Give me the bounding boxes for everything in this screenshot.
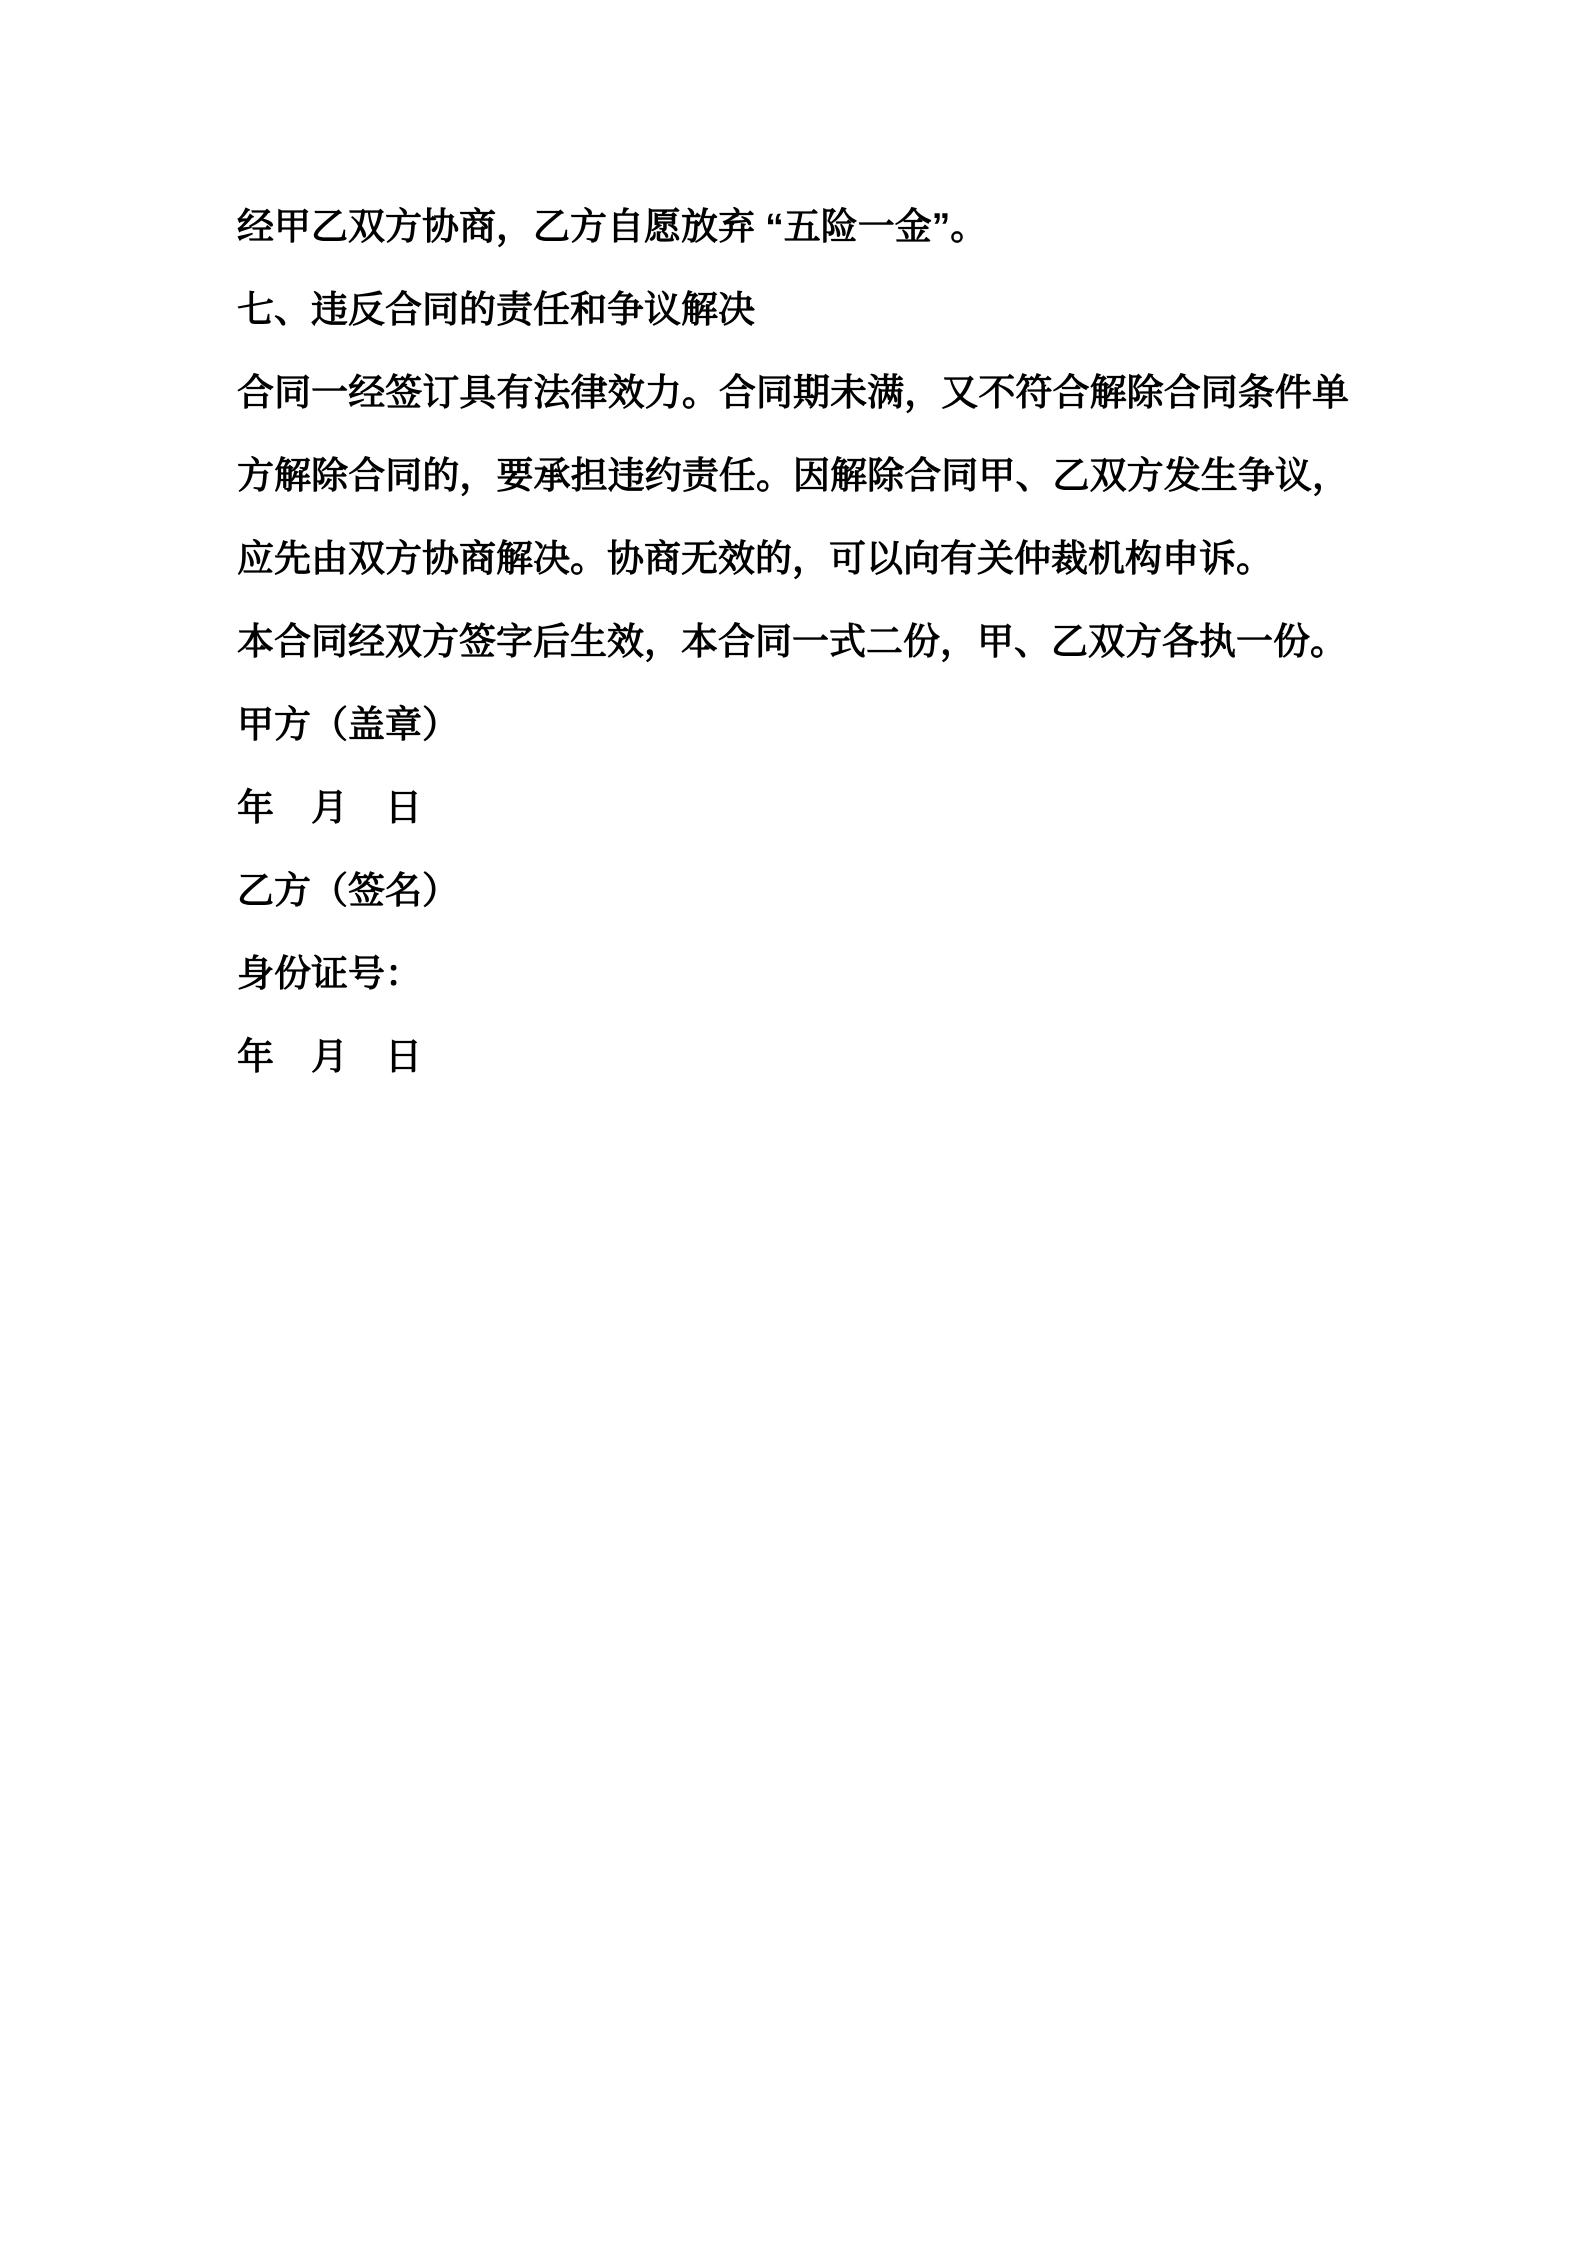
id-number-line: 身份证号：	[237, 953, 422, 994]
effectiveness-clause-line: 本合同经双方签字后生效，本合同一式二份，甲、乙双方各执一份。	[237, 621, 1347, 662]
dispute-clause-line-3: 应先由双方协商解决。协商无效的，可以向有关仲裁机构申诉。	[237, 538, 1273, 579]
dispute-clause-line-1: 合同一经签订具有法律效力。合同期未满，又不符合解除合同条件单	[237, 372, 1349, 413]
party-a-date-line: 年 月 日	[237, 787, 422, 828]
party-b-signature-line: 乙方（签名）	[237, 870, 459, 911]
clause-waiver-line: 经甲乙双方协商，乙方自愿放弃 “五险一金”。	[237, 206, 988, 247]
section-7-heading: 七、违反合同的责任和争议解决	[237, 289, 755, 330]
dispute-clause-line-2: 方解除合同的，要承担违约责任。因解除合同甲、乙双方发生争议，	[237, 455, 1349, 496]
contract-text-block	[237, 185, 1349, 1098]
party-a-seal-line: 甲方（盖章）	[237, 704, 459, 745]
party-b-date-line: 年 月 日	[237, 1036, 422, 1077]
